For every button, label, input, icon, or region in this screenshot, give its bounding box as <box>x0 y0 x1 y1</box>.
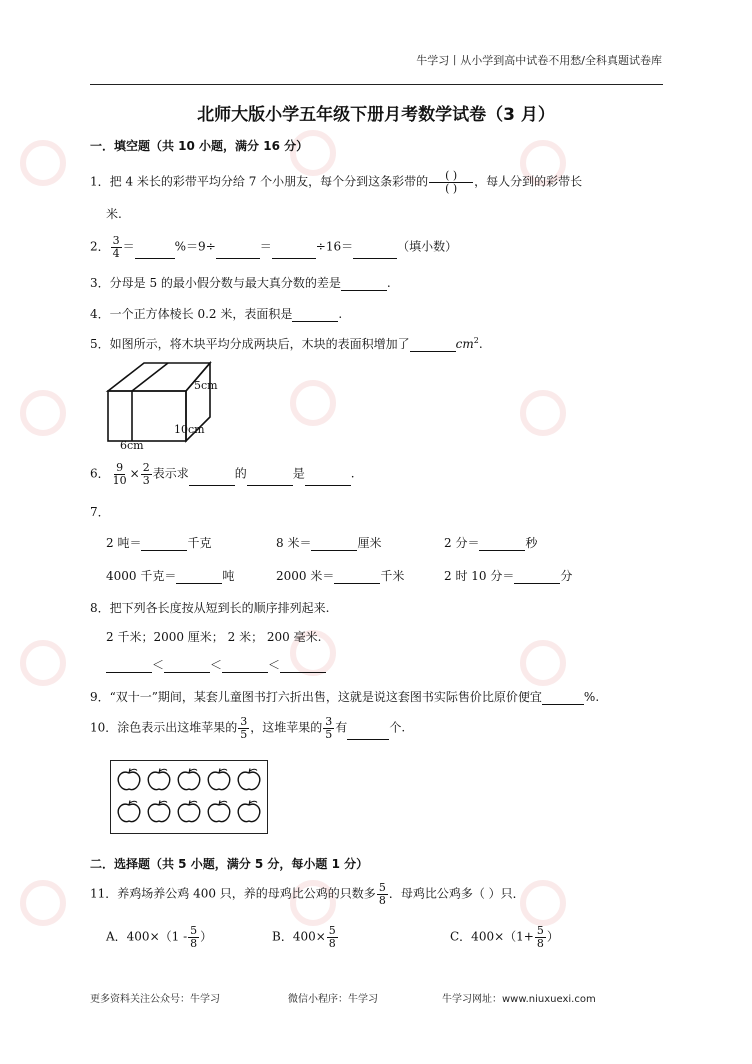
q7-r2c3: 2 时 10 分＝ 分 <box>444 569 573 583</box>
question-8: 8．把下列各长度按从短到长的顺序排列起来. <box>90 601 330 615</box>
watermark-logo <box>290 380 336 426</box>
q7-blank[interactable] <box>141 537 187 551</box>
q7-blank[interactable] <box>334 570 380 584</box>
question-7: 7． <box>90 505 110 519</box>
q11-option-c[interactable]: C．400×（1+ $\frac{5}{8}$ ） <box>450 924 559 950</box>
apple-grid <box>111 761 266 832</box>
q7-r1c3: 2 分＝ 秒 <box>444 536 538 550</box>
q1-line2: 米. <box>106 207 122 221</box>
question-10: 10．涂色表示出这堆苹果的 $\frac{3}{5}$ ，这堆苹果的 $\frac{3}{5}$ 有 个. <box>90 715 406 741</box>
apple-icon[interactable] <box>238 769 260 790</box>
question-6: 6． $\frac{9}{10}$ × $\frac{2}{3}$ 表示求 的 是 . <box>90 461 355 487</box>
header-divider <box>90 84 663 85</box>
apple-icon[interactable] <box>208 801 230 822</box>
section-1-heading: 一．填空题（共 10 小题，满分 16 分） <box>90 139 309 153</box>
watermark-logo <box>20 640 66 686</box>
q2-blank-2[interactable] <box>216 245 260 259</box>
q8-blank[interactable] <box>164 659 210 673</box>
q7-blank[interactable] <box>176 570 222 584</box>
question-2: 2． $\frac{3}{4}$ ＝ %＝9÷ ＝ ÷16＝ （填小数） <box>90 234 458 260</box>
apple-icon[interactable] <box>118 801 140 822</box>
fig-label-length: 10cm <box>174 423 205 436</box>
q11-option-a[interactable]: A．400×（1 - $\frac{5}{8}$ ） <box>106 924 213 950</box>
question-3: 3．分母是 5 的最小假分数与最大真分数的差是 . <box>90 276 391 290</box>
q1-text: 1．把 4 米长的彩带平均分给 7 个小朋友，每个分到这条彩带的 <box>90 174 429 189</box>
apple-icon[interactable] <box>148 769 170 790</box>
q6-blank-2[interactable] <box>247 472 293 486</box>
q8-answer-row: ＜ ＜ ＜ <box>106 656 326 673</box>
watermark-logo <box>520 640 566 686</box>
q8-blank[interactable] <box>106 659 152 673</box>
apple-icon[interactable] <box>208 769 230 790</box>
q7-blank[interactable] <box>311 537 357 551</box>
q7-r1c2: 8 米＝ 厘米 <box>276 536 382 550</box>
q8-blank[interactable] <box>280 659 326 673</box>
question-4: 4．一个正方体棱长 0.2 米，表面积是 . <box>90 307 343 321</box>
fig-label-width: 6cm <box>120 439 144 450</box>
watermark-logo <box>20 880 66 926</box>
q4-blank[interactable] <box>292 308 338 322</box>
apple-icon[interactable] <box>178 769 200 790</box>
apple-icon[interactable] <box>178 801 200 822</box>
q8-blank[interactable] <box>222 659 268 673</box>
apple-pile-box <box>110 760 268 834</box>
q5-blank[interactable] <box>410 338 456 352</box>
question-5: 5．如图所示，将木块平均分成两块后，木块的表面积增加了 $cm^2$. <box>90 336 483 351</box>
footer-left: 更多资料关注公众号：牛学习 <box>90 994 220 1005</box>
q8-items: 2 千米；2000 厘米； 2 米； 200 毫米. <box>106 630 322 644</box>
watermark-logo <box>520 390 566 436</box>
q1-text-end: ，每人分到的彩带长 <box>474 174 583 189</box>
fig-label-height: 5cm <box>194 379 218 392</box>
q10-blank[interactable] <box>347 726 389 740</box>
q6-blank-3[interactable] <box>305 472 351 486</box>
q2-fraction: $\frac{3}{4}$ <box>112 234 120 260</box>
footer-right[interactable]: 牛学习网址：www.niuxuexi.com <box>442 994 596 1005</box>
section-2-heading: 二．选择题（共 5 小题，满分 5 分，每小题 1 分） <box>90 857 369 871</box>
q1-fraction: $\frac{( )}{( )}$ <box>429 170 473 194</box>
q7-r1c1: 2 吨＝ 千克 <box>106 536 212 550</box>
q3-blank[interactable] <box>341 277 387 291</box>
watermark-logo <box>20 140 66 186</box>
question-1 <box>90 170 582 194</box>
q9-blank[interactable] <box>542 691 584 705</box>
q7-r2c1: 4000 千克＝ 吨 <box>106 569 235 583</box>
q7-blank[interactable] <box>514 570 560 584</box>
page-title: 北师大版小学五年级下册月考数学试卷（3 月） <box>197 105 555 125</box>
q2-blank-4[interactable] <box>353 245 397 259</box>
question-9: 9．“双十一”期间，某套儿童图书打六折出售，这就是说这套图书实际售价比原价便宜 %. <box>90 690 600 704</box>
q7-r2c2: 2000 米＝ 千米 <box>276 569 405 583</box>
header-brand: 牛学习丨从小学到高中试卷不用愁/全科真题试卷库 <box>416 54 662 67</box>
apple-icon[interactable] <box>148 801 170 822</box>
footer-mid: 微信小程序：牛学习 <box>288 994 378 1005</box>
q11-option-b[interactable]: B．400× $\frac{5}{8}$ <box>272 924 336 950</box>
apple-icon[interactable] <box>118 769 140 790</box>
q6-blank-1[interactable] <box>189 472 235 486</box>
apple-icon[interactable] <box>238 801 260 822</box>
q2-blank-3[interactable] <box>272 245 316 259</box>
watermark-logo <box>20 390 66 436</box>
q7-blank[interactable] <box>479 537 525 551</box>
watermark-logo <box>520 880 566 926</box>
q2-blank-1[interactable] <box>135 245 175 259</box>
wood-block-figure <box>100 355 250 450</box>
question-11: 11．养鸡场养公鸡 400 只，养的母鸡比公鸡的只数多 $\frac{5}{8}$ ．母鸡比公鸡多（ ）只． <box>90 881 525 907</box>
